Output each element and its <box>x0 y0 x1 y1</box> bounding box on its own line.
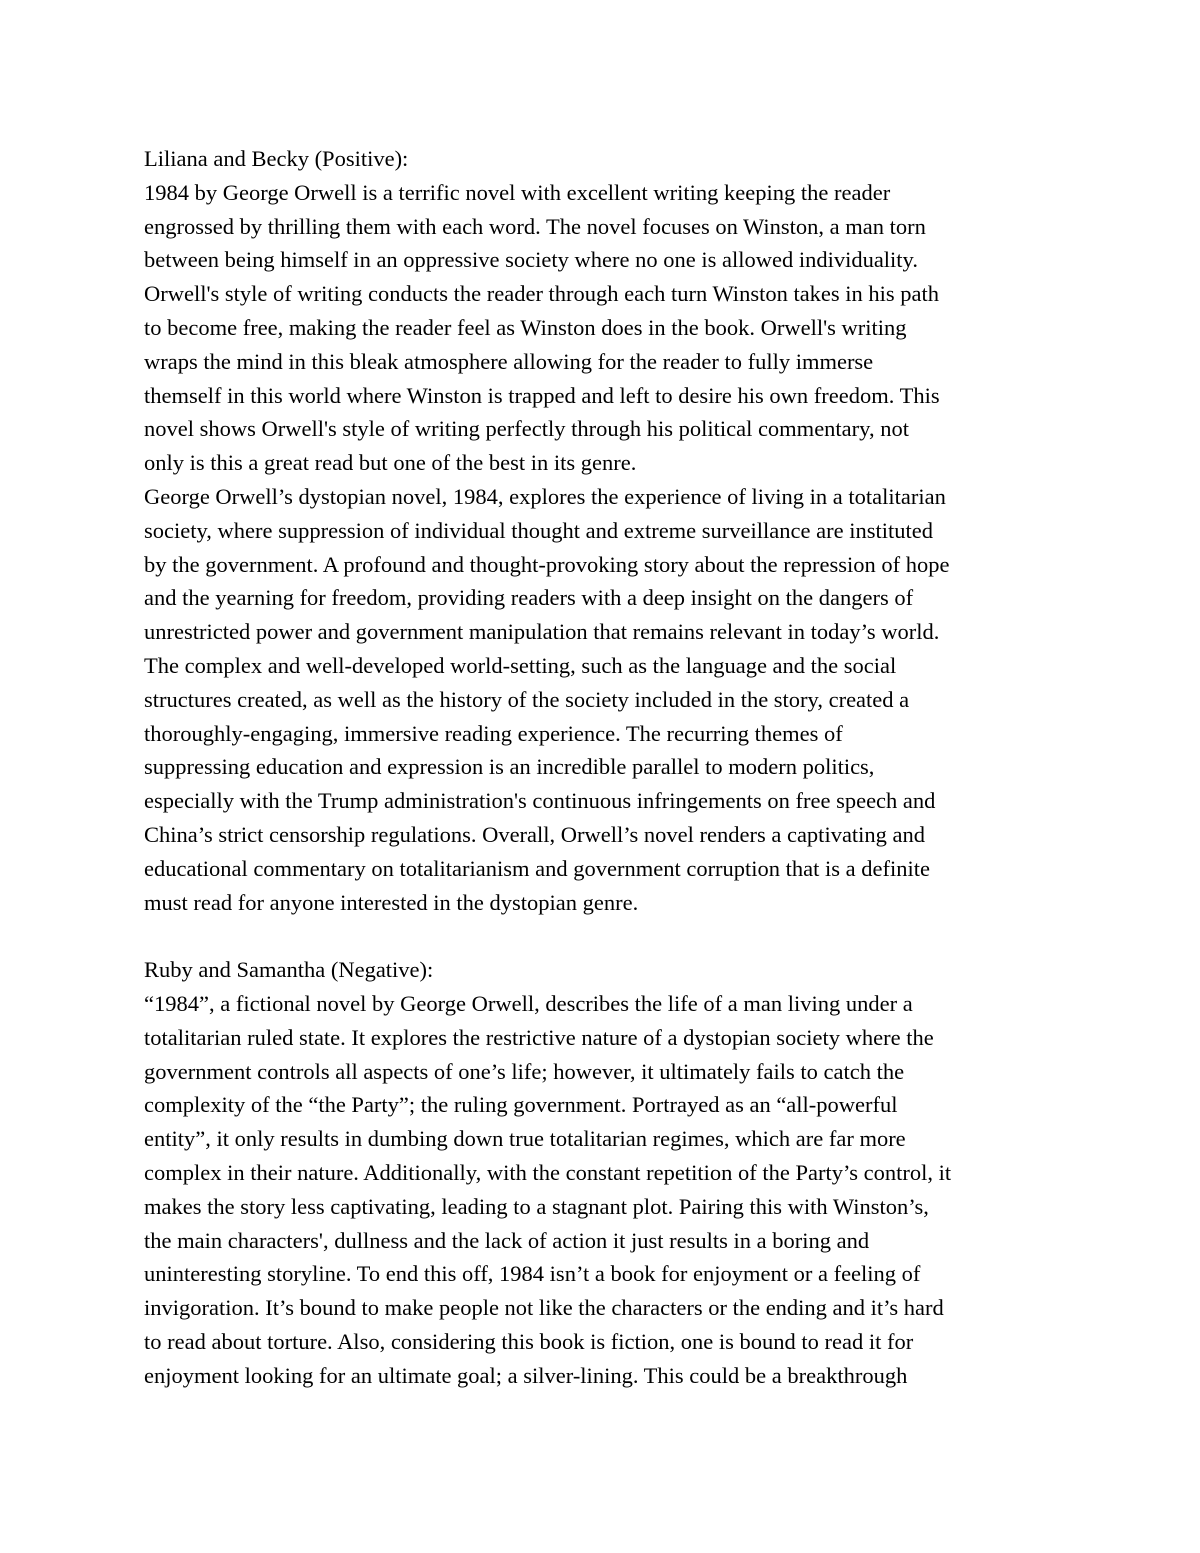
review-line: and the yearning for freedom, providing readers with a deep insight on the dangers of <box>144 585 914 611</box>
review-line: wraps the mind in this bleak atmosphere allowing for the reader to fully immerse <box>144 348 874 374</box>
review-line: China’s strict censorship regulations. Overall, Orwell’s novel renders a captivating and <box>144 821 926 847</box>
document-body <box>144 142 1064 1392</box>
review-line: thoroughly-engaging, immersive reading experience. The recurring themes of <box>144 720 843 746</box>
review-line: 1984 by George Orwell is a terrific novel with excellent writing keeping the reader <box>144 179 891 205</box>
review-line: “1984”, a fictional novel by George Orwell, describes the life of a man living under a <box>144 990 913 1016</box>
paragraph-spacer <box>144 919 1064 953</box>
review-line: by the government. A profound and thought-provoking story about the repression of hope <box>144 551 950 577</box>
review-line: especially with the Trump administration's continuous infringements on free speech and <box>144 788 936 814</box>
review-line: complexity of the “the Party”; the ruling government. Portrayed as an “all-powerful <box>144 1092 898 1118</box>
review-line: invigoration. It’s bound to make people not like the characters or the ending and it’s hard <box>144 1295 944 1321</box>
review-line: to read about torture. Also, considering this book is fiction, one is bound to read it for <box>144 1328 914 1354</box>
review-line: uninteresting storyline. To end this off, 1984 isn’t a book for enjoyment or a feeling of <box>144 1261 921 1287</box>
section-heading-negative: Ruby and Samantha (Negative): <box>144 957 434 983</box>
review-line: only is this a great read but one of the best in its genre. <box>144 450 637 476</box>
review-line: society, where suppression of individual thought and extreme surveillance are instituted <box>144 517 933 543</box>
review-line: makes the story less captivating, leading to a stagnant plot. Pairing this with Winston’s, <box>144 1193 929 1219</box>
review-line: must read for anyone interested in the dystopian genre. <box>144 889 639 915</box>
review-line: George Orwell’s dystopian novel, 1984, explores the experience of living in a totalitarian <box>144 483 946 509</box>
review-line: the main characters', dullness and the lack of action it just results in a boring and <box>144 1227 870 1253</box>
review-line: The complex and well-developed world-setting, such as the language and the social <box>144 652 897 678</box>
review-line: to become free, making the reader feel as Winston does in the book. Orwell's writing <box>144 314 907 340</box>
review-line: enjoyment looking for an ultimate goal; a silver-lining. This could be a breakthrough <box>144 1362 908 1388</box>
section-heading-positive: Liliana and Becky (Positive): <box>144 146 409 171</box>
review-line: structures created, as well as the history of the society included in the story, created a <box>144 686 910 712</box>
review-line: educational commentary on totalitarianism and government corruption that is a definite <box>144 855 931 881</box>
review-line: unrestricted power and government manipulation that remains relevant in today’s world. <box>144 619 940 645</box>
review-line: entity”, it only results in dumbing down true totalitarian regimes, which are far more <box>144 1126 906 1152</box>
review-line: themself in this world where Winston is trapped and left to desire his own freedom. This <box>144 382 940 408</box>
review-line: government controls all aspects of one’s life; however, it ultimately fails to catch the <box>144 1058 905 1084</box>
review-line: engrossed by thrilling them with each word. The novel focuses on Winston, a man torn <box>144 213 926 239</box>
review-line: suppressing education and expression is an incredible parallel to modern politics, <box>144 754 875 780</box>
review-line: novel shows Orwell's style of writing perfectly through his political commentary, not <box>144 416 909 442</box>
review-line: complex in their nature. Additionally, with the constant repetition of the Party’s control, it <box>144 1159 952 1185</box>
review-line: totalitarian ruled state. It explores the restrictive nature of a dystopian society where the <box>144 1024 934 1050</box>
review-line: Orwell's style of writing conducts the reader through each turn Winston takes in his path <box>144 281 940 307</box>
review-line: between being himself in an oppressive society where no one is allowed individuality. <box>144 247 918 273</box>
